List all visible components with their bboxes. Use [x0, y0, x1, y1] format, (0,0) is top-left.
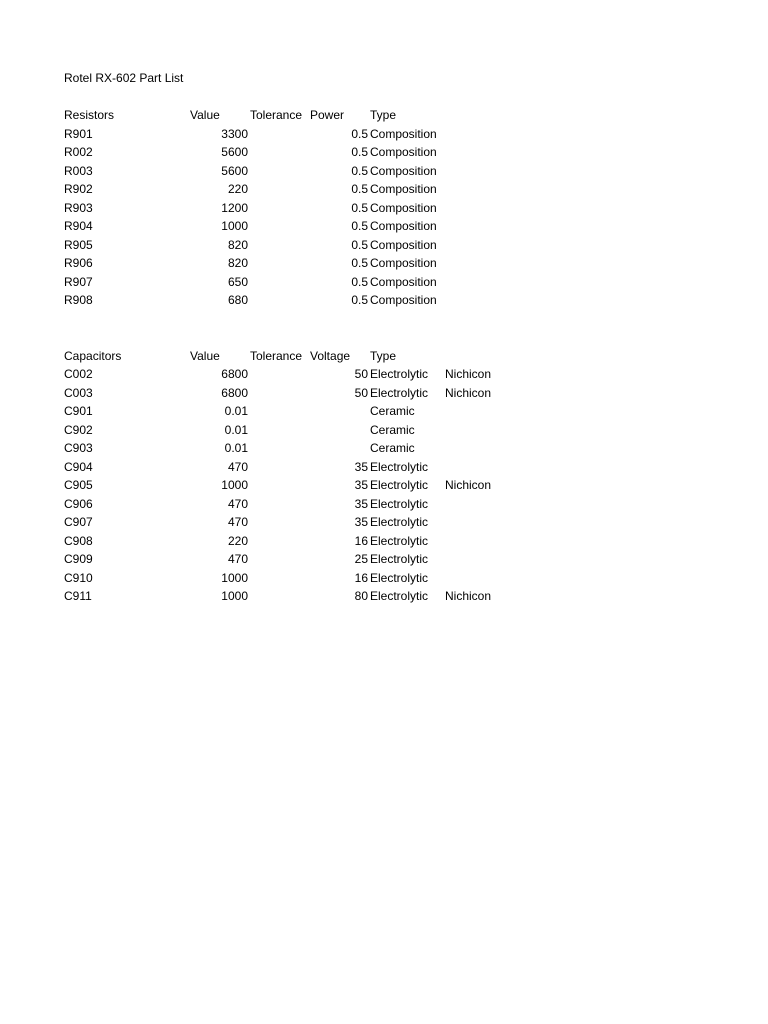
brand-cell: Nichicon — [445, 367, 492, 381]
part-cell: R002 — [64, 145, 93, 159]
table-row — [64, 143, 524, 162]
type-cell: Composition — [370, 126, 437, 141]
brand-cell — [445, 217, 515, 236]
capacitors-section — [64, 347, 524, 606]
tolerance-cell — [250, 532, 310, 551]
rating-cell: 0.5 — [351, 182, 368, 196]
part-cell: C903 — [64, 441, 93, 455]
brand-cell — [445, 254, 515, 273]
rating-cell — [308, 421, 368, 440]
table-row — [64, 180, 524, 199]
rating-cell: 0.5 — [351, 163, 368, 178]
parts-sheet — [64, 69, 524, 606]
tolerance-cell — [250, 513, 310, 532]
rating-cell: 35 — [354, 478, 368, 492]
header-tolerance: Tolerance — [250, 108, 303, 122]
rating-cell: 16 — [354, 570, 368, 585]
rating-cell: 0.5 — [351, 219, 368, 233]
table-row — [64, 273, 524, 292]
type-cell: Composition — [370, 145, 437, 159]
rating-cell: 0.5 — [351, 126, 368, 141]
brand-cell — [445, 273, 515, 292]
header-voltage: Voltage — [310, 348, 351, 363]
type-cell: Electrolytic — [370, 459, 429, 474]
type-cell: Composition — [370, 219, 437, 233]
type-cell: Ceramic — [370, 441, 415, 455]
part-cell: C901 — [64, 404, 93, 418]
rating-cell: 25 — [354, 552, 368, 566]
value-cell: 5600 — [221, 145, 248, 159]
table-row — [64, 217, 524, 236]
rating-cell: 0.5 — [351, 200, 368, 215]
value-cell: 5600 — [221, 163, 248, 178]
tolerance-cell — [250, 217, 310, 236]
table-row — [64, 125, 524, 144]
tolerance-cell — [250, 291, 310, 310]
type-cell: Electrolytic — [370, 515, 429, 529]
capacitors-header-row — [64, 347, 524, 366]
type-cell: Composition — [370, 182, 437, 196]
value-cell: 1000 — [221, 589, 248, 603]
tolerance-cell — [250, 254, 310, 273]
value-cell: 0.01 — [224, 441, 248, 455]
brand-cell — [445, 402, 515, 421]
brand-cell — [445, 162, 515, 181]
value-cell: 820 — [227, 256, 248, 270]
rating-cell: 80 — [354, 589, 368, 603]
part-cell: R905 — [64, 237, 93, 252]
type-cell: Composition — [370, 293, 437, 307]
part-cell: C904 — [64, 459, 93, 474]
tolerance-cell — [250, 236, 310, 255]
header-power: Power — [310, 108, 345, 122]
table-row — [64, 162, 524, 181]
type-cell: Electrolytic — [370, 589, 429, 603]
part-cell: C907 — [64, 515, 93, 529]
table-row — [64, 254, 524, 273]
value-cell: 1000 — [221, 570, 248, 585]
tolerance-cell — [250, 384, 310, 403]
tolerance-cell — [250, 365, 310, 384]
table-row — [64, 439, 524, 458]
rating-cell: 0.5 — [351, 274, 368, 289]
part-cell: C002 — [64, 367, 93, 381]
part-cell: C003 — [64, 385, 93, 400]
type-cell: Electrolytic — [370, 552, 429, 566]
table-row — [64, 587, 524, 606]
table-row — [64, 495, 524, 514]
brand-cell — [445, 513, 515, 532]
part-cell: R906 — [64, 256, 93, 270]
table-row — [64, 402, 524, 421]
blank-row — [64, 328, 524, 347]
type-cell: Electrolytic — [370, 533, 429, 548]
table-row — [64, 532, 524, 551]
part-cell: C908 — [64, 533, 93, 548]
part-cell: C911 — [64, 589, 92, 603]
brand-cell — [445, 532, 515, 551]
table-row — [64, 199, 524, 218]
blank-row — [64, 310, 524, 329]
tolerance-cell — [250, 495, 310, 514]
value-cell: 820 — [227, 237, 248, 252]
table-row — [64, 421, 524, 440]
table-row — [64, 569, 524, 588]
tolerance-cell — [250, 199, 310, 218]
tolerance-cell — [250, 180, 310, 199]
part-cell: R902 — [64, 182, 93, 196]
value-cell: 470 — [227, 496, 248, 511]
rating-cell: 0.5 — [351, 256, 368, 270]
part-cell: R904 — [64, 219, 93, 233]
resistors-rows — [64, 125, 524, 310]
part-cell: R908 — [64, 293, 93, 307]
part-cell: C910 — [64, 570, 93, 585]
brand-cell — [445, 125, 515, 144]
rating-cell: 16 — [354, 533, 368, 548]
part-cell: C906 — [64, 496, 93, 511]
brand-cell — [445, 495, 515, 514]
value-cell: 650 — [227, 274, 248, 289]
table-row — [64, 550, 524, 569]
rating-cell: 35 — [354, 459, 368, 474]
value-cell: 470 — [227, 552, 248, 566]
tolerance-cell — [250, 476, 310, 495]
part-cell: R901 — [64, 126, 93, 141]
blank-row — [64, 88, 524, 107]
brand-cell — [445, 236, 515, 255]
type-cell: Ceramic — [370, 404, 415, 418]
type-cell: Electrolytic — [370, 385, 429, 400]
header-part: Resistors — [64, 108, 115, 122]
value-cell: 1200 — [221, 200, 248, 215]
tolerance-cell — [250, 162, 310, 181]
brand-cell: Nichicon — [445, 478, 492, 492]
value-cell: 6800 — [221, 367, 248, 381]
table-row — [64, 365, 524, 384]
page-title: Rotel RX-602 Part List — [64, 71, 184, 85]
type-cell: Composition — [370, 237, 437, 252]
capacitors-rows — [64, 365, 524, 606]
header-value: Value — [190, 108, 220, 122]
header-type: Type — [370, 348, 397, 363]
brand-cell — [445, 550, 515, 569]
brand-cell — [445, 180, 515, 199]
type-cell: Electrolytic — [370, 367, 429, 381]
resistors-section — [64, 106, 524, 310]
part-cell: R907 — [64, 274, 93, 289]
rating-cell: 0.5 — [351, 237, 368, 252]
brand-cell — [445, 291, 515, 310]
type-cell: Composition — [370, 256, 437, 270]
tolerance-cell — [250, 550, 310, 569]
part-cell: R903 — [64, 200, 93, 215]
tolerance-cell — [250, 421, 310, 440]
type-cell: Composition — [370, 200, 437, 215]
rating-cell: 0.5 — [351, 293, 368, 307]
tolerance-cell — [250, 458, 310, 477]
brand-cell: Nichicon — [445, 385, 492, 400]
value-cell: 3300 — [221, 126, 248, 141]
table-row — [64, 236, 524, 255]
brand-cell — [445, 458, 515, 477]
header-part: Capacitors — [64, 348, 122, 363]
brand-cell — [445, 421, 515, 440]
type-cell: Electrolytic — [370, 570, 429, 585]
type-cell: Composition — [370, 163, 437, 178]
tolerance-cell — [250, 125, 310, 144]
value-cell: 0.01 — [224, 422, 248, 437]
rating-cell — [308, 439, 368, 458]
tolerance-cell — [250, 439, 310, 458]
tolerance-cell — [250, 402, 310, 421]
rating-cell: 50 — [354, 367, 368, 381]
table-row — [64, 291, 524, 310]
rating-cell — [308, 402, 368, 421]
brand-cell — [445, 199, 515, 218]
value-cell: 470 — [227, 459, 248, 474]
value-cell: 1000 — [221, 219, 248, 233]
header-value: Value — [190, 348, 220, 363]
value-cell: 220 — [227, 182, 248, 196]
type-cell: Electrolytic — [370, 496, 429, 511]
table-row — [64, 384, 524, 403]
part-cell: C909 — [64, 552, 93, 566]
brand-cell: Nichicon — [445, 589, 492, 603]
rating-cell: 0.5 — [351, 145, 368, 159]
type-cell: Composition — [370, 274, 437, 289]
value-cell: 220 — [227, 533, 248, 548]
brand-cell — [445, 143, 515, 162]
value-cell: 470 — [227, 515, 248, 529]
brand-cell — [445, 569, 515, 588]
header-type: Type — [370, 108, 397, 122]
part-cell: C902 — [64, 422, 93, 437]
rating-cell: 35 — [354, 496, 368, 511]
resistors-header-row — [64, 106, 524, 125]
type-cell: Ceramic — [370, 422, 415, 437]
type-cell: Electrolytic — [370, 478, 429, 492]
table-row — [64, 513, 524, 532]
brand-cell — [445, 439, 515, 458]
table-row — [64, 476, 524, 495]
value-cell: 1000 — [221, 478, 248, 492]
value-cell: 6800 — [221, 385, 248, 400]
value-cell: 680 — [227, 293, 248, 307]
tolerance-cell — [250, 273, 310, 292]
tolerance-cell — [250, 587, 310, 606]
tolerance-cell — [250, 569, 310, 588]
value-cell: 0.01 — [224, 404, 248, 418]
rating-cell: 50 — [354, 385, 368, 400]
tolerance-cell — [250, 143, 310, 162]
part-cell: C905 — [64, 478, 93, 492]
rating-cell: 35 — [354, 515, 368, 529]
header-tolerance: Tolerance — [250, 348, 303, 363]
part-cell: R003 — [64, 163, 93, 178]
table-row — [64, 458, 524, 477]
